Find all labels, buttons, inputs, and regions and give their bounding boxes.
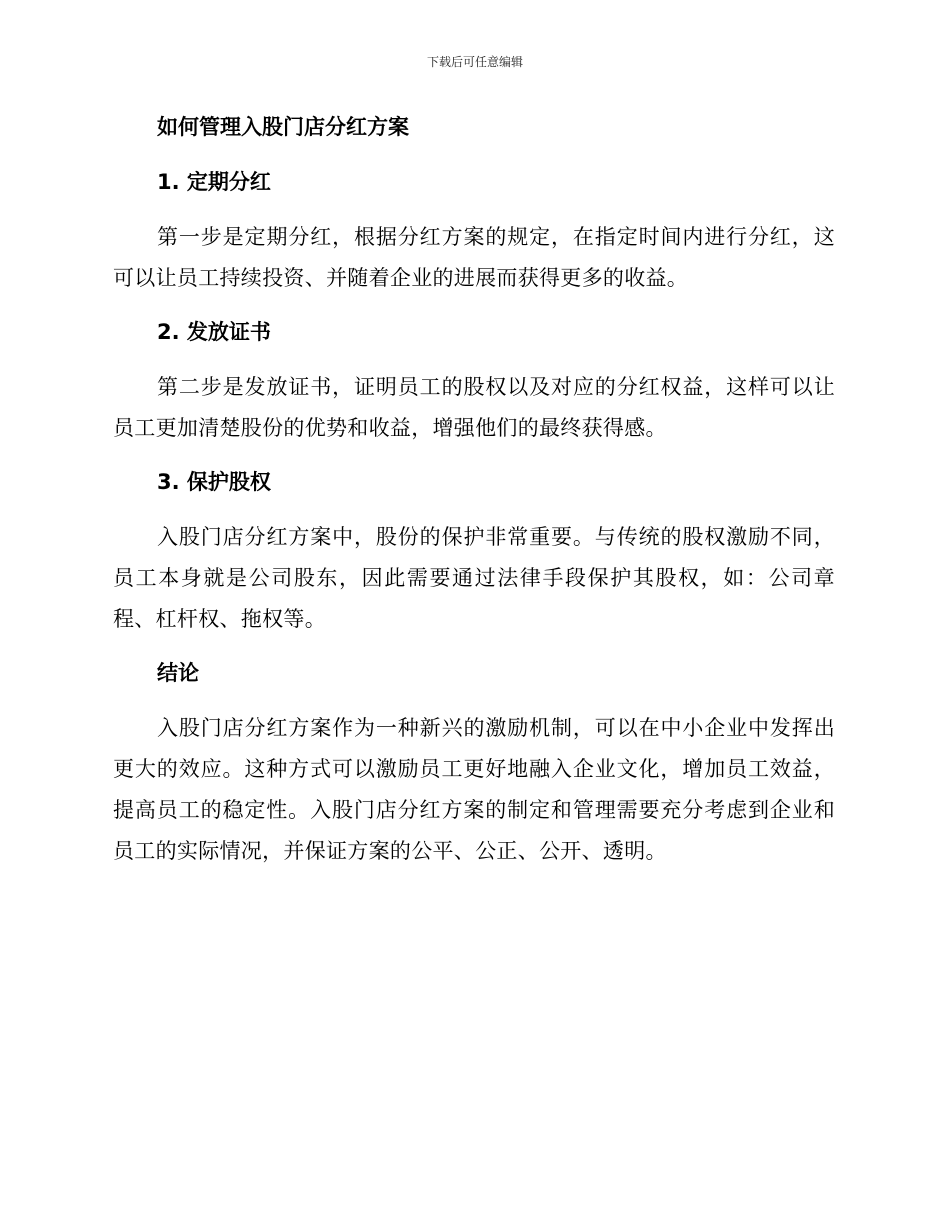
section-heading-conclusion: 结论 xyxy=(157,661,199,685)
section-heading-regular-dividends: 1. 定期分红 xyxy=(157,170,271,194)
section-body-conclusion: 入股门店分红方案作为一种新兴的激励机制，可以在中小企业中发挥出更大的效应。这种方式可以激励员工更好地融入企业文化，增加员工效益，提高员工的稳定性。入股门店分红方案的制定和管理需要充分考虑到企业和员工的实际情况，并保证方案的公平、公正、公开、透明。 xyxy=(113,716,835,863)
page-header: 下载后可任意编辑 xyxy=(426,55,523,69)
document-title: 如何管理入股门店分红方案 xyxy=(157,115,409,139)
section-body-regular-dividends: 第一步是定期分红，根据分红方案的规定，在指定时间内进行分红，这可以让员工持续投资、并随着企业的进展而获得更多的收益。 xyxy=(113,225,835,290)
section-body-issue-certificates: 第二步是发放证书，证明员工的股权以及对应的分红权益，这样可以让员工更加清楚股份的优势和收益，增强他们的最终获得感。 xyxy=(113,375,835,440)
document-body xyxy=(113,108,835,886)
section-heading-issue-certificates: 2. 发放证书 xyxy=(157,320,271,344)
section-body-protect-equity: 入股门店分红方案中，股份的保护非常重要。与传统的股权激励不同，员工本身就是公司股东，因此需要通过法律手段保护其股权，如：公司章程、杠杆权、拖权等。 xyxy=(113,525,835,631)
section-heading-protect-equity: 3. 保护股权 xyxy=(157,470,271,494)
